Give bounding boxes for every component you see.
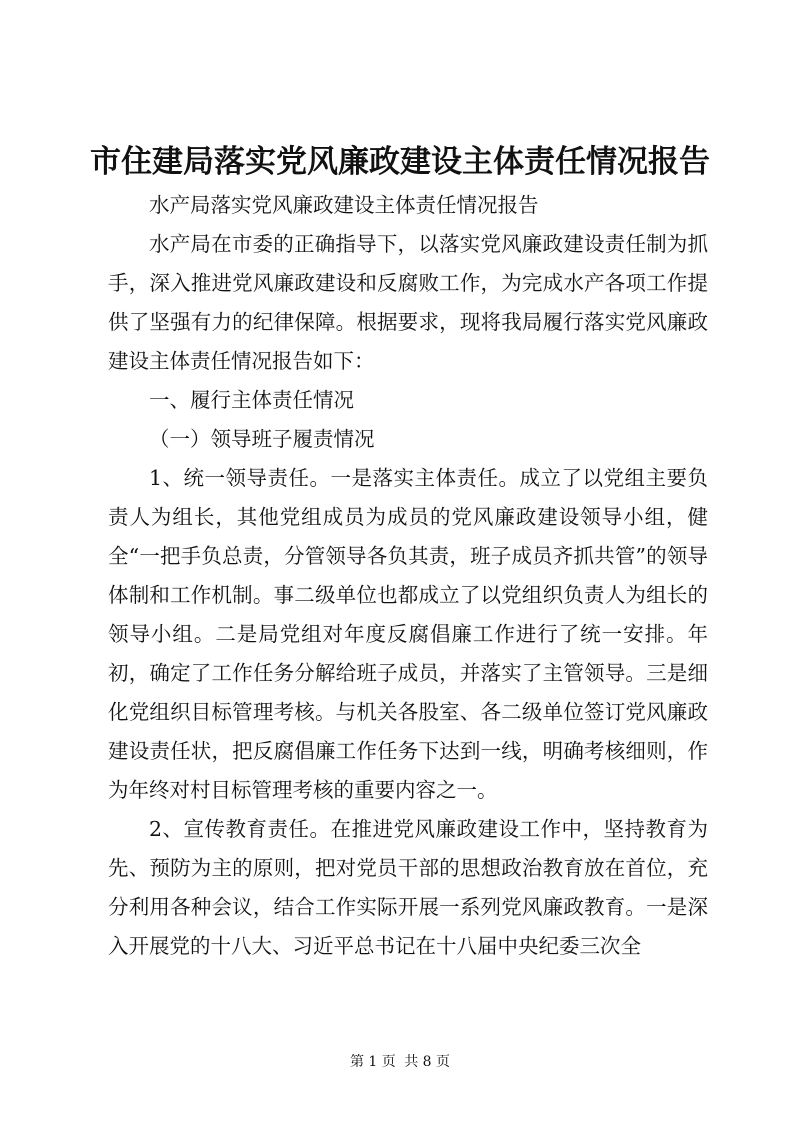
page-footer <box>0 1052 800 1072</box>
body-paragraph: 1、统一领导责任。一是落实主体责任。成立了以党组主要负责人为组长，其他党组成员为成员的党风廉政建设领导小组，健全“一把手负总责，分管领导各负其责，班子成员齐抓共管”的领导体制和工作机制。事二级单位也都成立了以党组织负责人为组长的领导小组。二是局党组对年度反腐倡廉工作进行了统一安排。年初，确定了工作任务分解给班子成员，并落实了主管领导。三是细化党组织目标管理考核。与机关各股室、各二级单位签订党风廉政建设责任状，把反腐倡廉工作任务下达到一线，明确考核细则，作为年终对村目标管理考核的重要内容之一。 <box>108 466 708 802</box>
subtitle-paragraph: 水产局落实党风廉政建设主体责任情况报告 <box>149 193 539 217</box>
page-number: 第 1 页 <box>349 1054 396 1070</box>
document-title: 市住建局落实党风廉政建设主体责任情况报告 <box>90 144 710 180</box>
body-paragraph: 2、宣传教育责任。在推进党风廉政建设工作中，坚持教育为先、预防为主的原则，把对党员干部的思想政治教育放在首位，充分利用各种会议，结合工作实际开展一系列党风廉政教育。一是深入开展党的十八大、习近平总书记在十八届中央纪委三次全 <box>108 817 708 958</box>
subsection-heading: （一）领导班子履责情况 <box>149 427 375 451</box>
document-body <box>108 186 708 966</box>
section-heading: 一、履行主体责任情况 <box>149 388 354 412</box>
intro-paragraph: 水产局在市委的正确指导下，以落实党风廉政建设责任制为抓手，深入推进党风廉政建设和反腐败工作，为完成水产各项工作提供了坚强有力的纪律保障。根据要求，现将我局履行落实党风廉政建设主体责任情况报告如下： <box>108 232 708 373</box>
page-total: 共 8 页 <box>404 1054 451 1070</box>
